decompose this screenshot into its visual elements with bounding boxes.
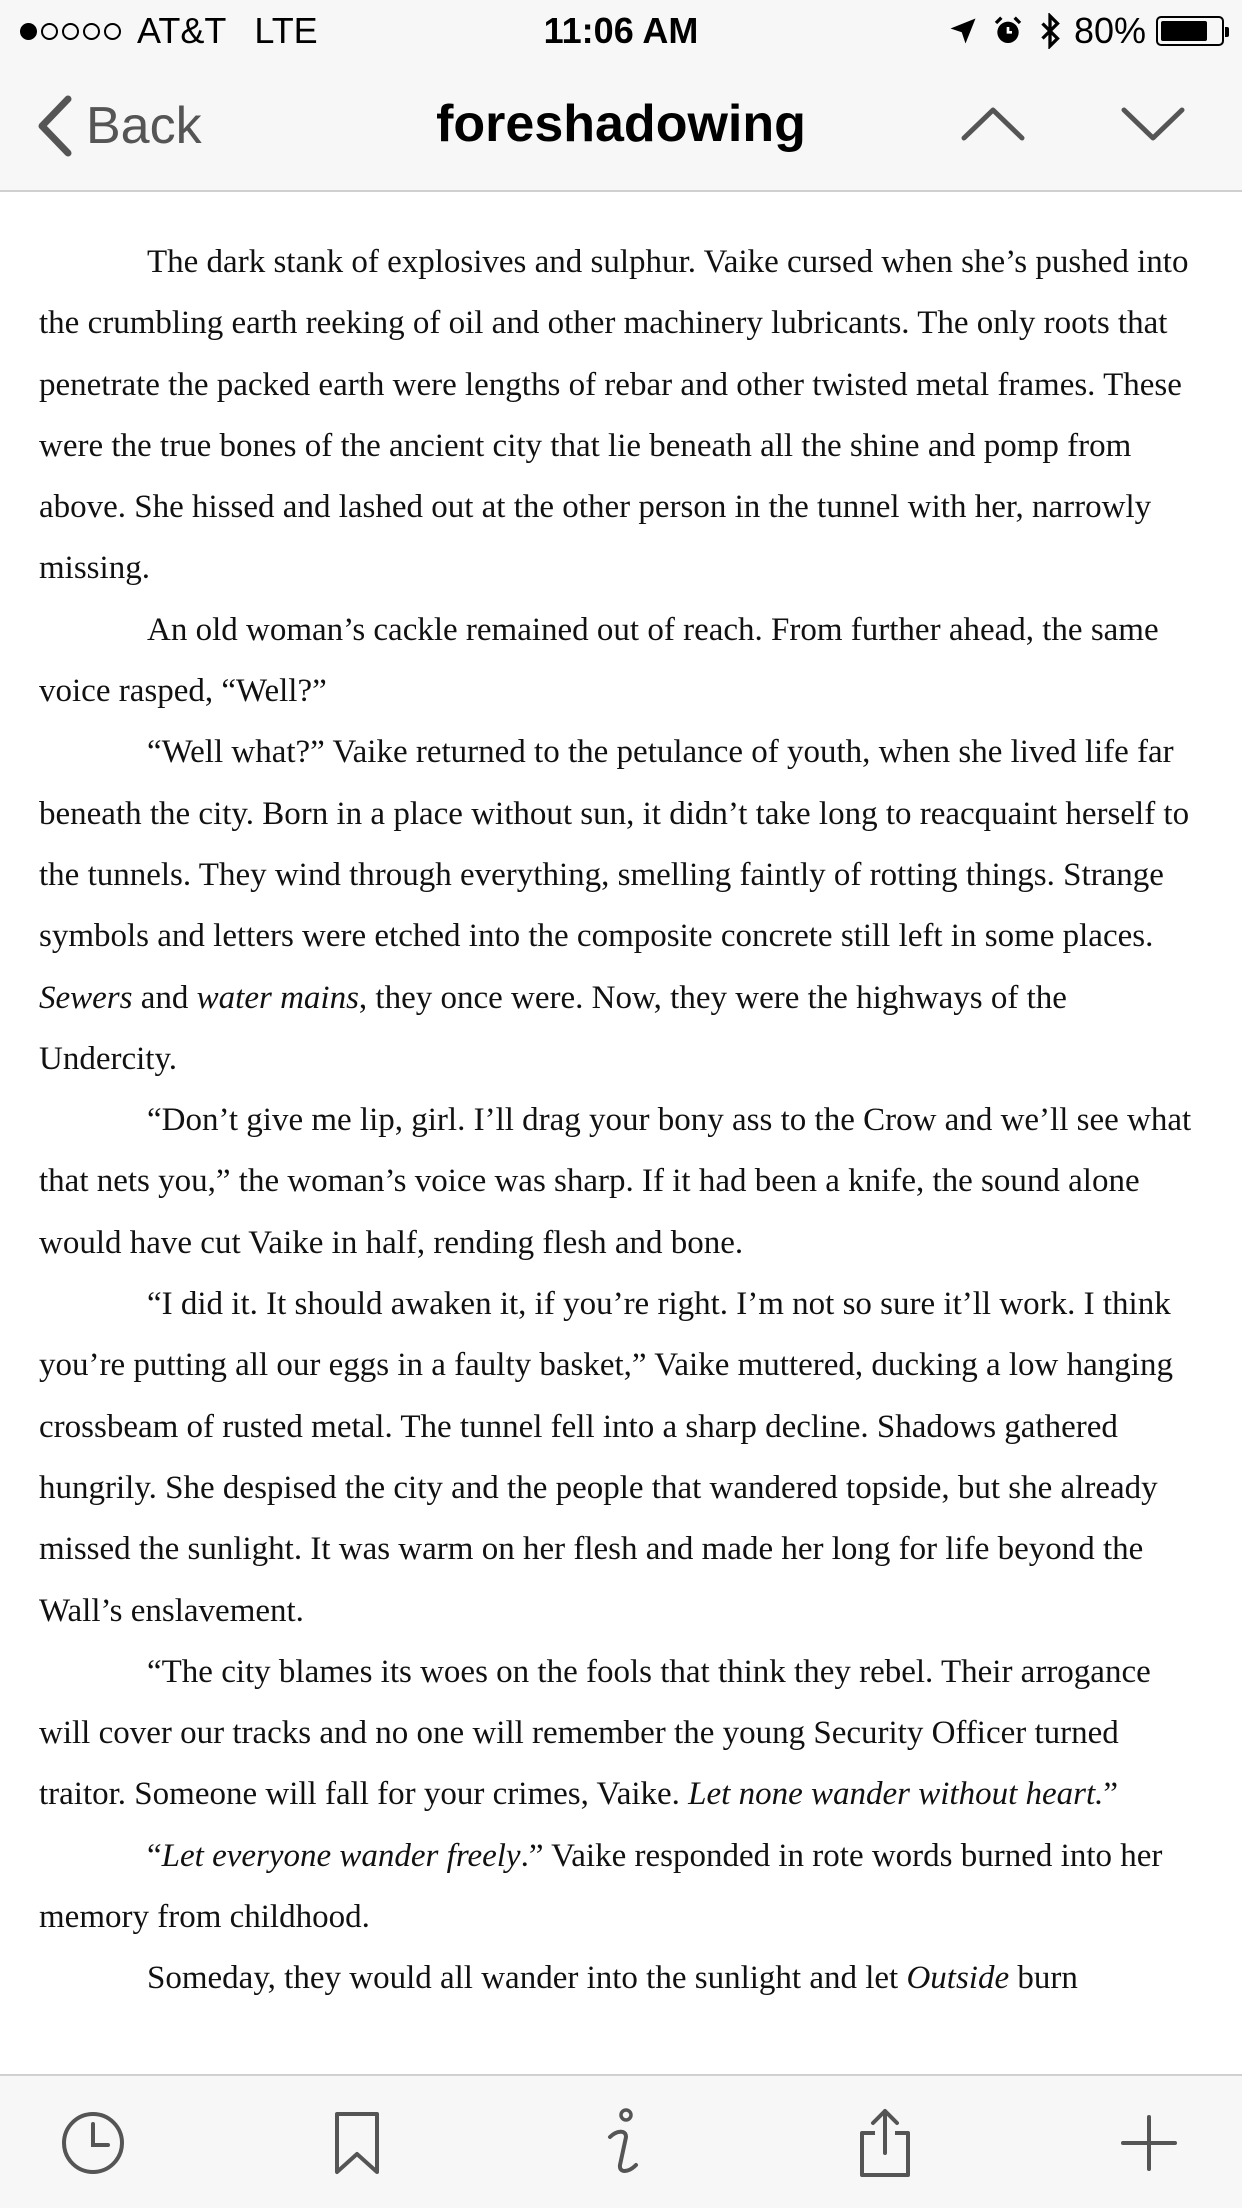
back-label: Back	[86, 97, 202, 155]
text-run: An old woman’s cackle remained out of reach. From further ahead, the same voice rasped, “Well?”	[39, 611, 1159, 710]
paragraph	[39, 1948, 1202, 2009]
status-bar	[0, 0, 1242, 62]
paragraph	[39, 722, 1202, 1090]
previous-item-button[interactable]	[958, 98, 1028, 153]
chevron-up-icon	[958, 98, 1028, 148]
italic-text: Outside	[906, 1960, 1010, 1997]
add-button[interactable]	[1112, 2106, 1186, 2180]
bookmark-icon	[332, 2110, 382, 2176]
text-run: and	[132, 979, 197, 1016]
bluetooth-icon	[1038, 13, 1062, 49]
paragraph	[39, 1642, 1202, 1826]
battery-percentage: 80%	[1073, 10, 1146, 51]
document-content[interactable]	[0, 192, 1242, 2074]
text-run: “I did it. It should awaken it, if you’re right. I’m not so sure it’ll work. I think you’re putting all our eggs in a faulty basket,” Vaike muttered, ducking a low hanging crossbeam of rusted metal. The tunnel fell into a sharp decline. Shadows gathered hungrily. She despised the city and the people that wandered topside, but she already missed the sunlight. It was warm on her flesh and made her long for life beyond the Wall’s enslavement.	[39, 1286, 1173, 1629]
status-time: 11:06 AM	[543, 10, 699, 51]
info-button[interactable]	[584, 2106, 658, 2180]
status-right	[934, 10, 1224, 52]
history-clock-icon	[60, 2110, 126, 2176]
bookmark-button[interactable]	[320, 2106, 394, 2180]
network-type: LTE	[254, 10, 318, 51]
paragraph	[39, 1826, 1202, 1949]
plus-icon	[1119, 2113, 1179, 2173]
history-button[interactable]	[56, 2106, 130, 2180]
italic-text: Let everyone wander freely	[161, 1837, 521, 1874]
battery-nub	[1225, 27, 1229, 37]
italic-text: Let none wander without heart.	[688, 1776, 1104, 1813]
battery-icon	[1156, 16, 1224, 46]
next-item-button[interactable]	[1118, 98, 1188, 153]
text-run: ”	[1103, 1776, 1119, 1813]
share-button[interactable]	[848, 2106, 922, 2180]
text-run: , they once were. Now, they were the highways of the Undercity.	[39, 979, 1067, 1077]
paragraph	[39, 232, 1202, 600]
text-run: burn	[1009, 1960, 1078, 1997]
info-icon	[596, 2107, 646, 2179]
italic-text: water mains	[196, 979, 359, 1016]
text-run: “The city blames its woes on the fools that think they rebel. Their arrogance will cover our tracks and no one will remember the young Security Officer turned traitor. Someone will fall for your crimes, Vaike.	[39, 1653, 1151, 1813]
navigation-bar	[0, 62, 1242, 192]
alarm-clock-icon	[992, 15, 1024, 47]
share-icon	[857, 2107, 913, 2179]
chevron-down-icon	[1118, 98, 1188, 148]
bottom-toolbar	[0, 2074, 1242, 2208]
paragraph	[39, 1090, 1202, 1274]
text-run: The dark stank of explosives and sulphur. Vaike cursed when she’s pushed into the crumbling earth reeking of oil and other machinery lubricants. The only roots that penetrate the packed earth were lengths of rebar and other twisted metal frames. These were the true bones of the ancient city that lie beneath all the shine and pomp from above. She hissed and lashed out at the other person in the tunnel with her, narrowly missing.	[39, 244, 1189, 587]
location-arrow-icon	[948, 16, 978, 46]
paragraph	[39, 1274, 1202, 1642]
text-run: Someday, they would all wander into the sunlight and let	[147, 1960, 907, 1997]
text-run: “Don’t give me lip, girl. I’ll drag your bony ass to the Crow and we’ll see what that nets you,” the woman’s voice was sharp. If it had been a knife, the sound alone would have cut Vaike in half, rending flesh and bone.	[39, 1102, 1192, 1261]
text-run: “Well what?” Vaike returned to the petulance of youth, when she lived life far beneath the city. Born in a place without sun, it didn’t take long to reacquaint herself to the tunnels. They wind through everything, smelling faintly of rotting things. Strange symbols and letters were etched into the composite concrete still left in some places.	[39, 734, 1190, 955]
battery-fill	[1161, 21, 1207, 41]
page-title: foreshadowing	[436, 95, 806, 153]
italic-text: Sewers	[39, 979, 133, 1016]
carrier-name: AT&T	[137, 10, 227, 51]
text-run: .” Vaike responded in rote words burned into her memory from childhood.	[39, 1837, 1163, 1936]
paragraph	[39, 600, 1202, 723]
text-run: “	[147, 1837, 162, 1874]
